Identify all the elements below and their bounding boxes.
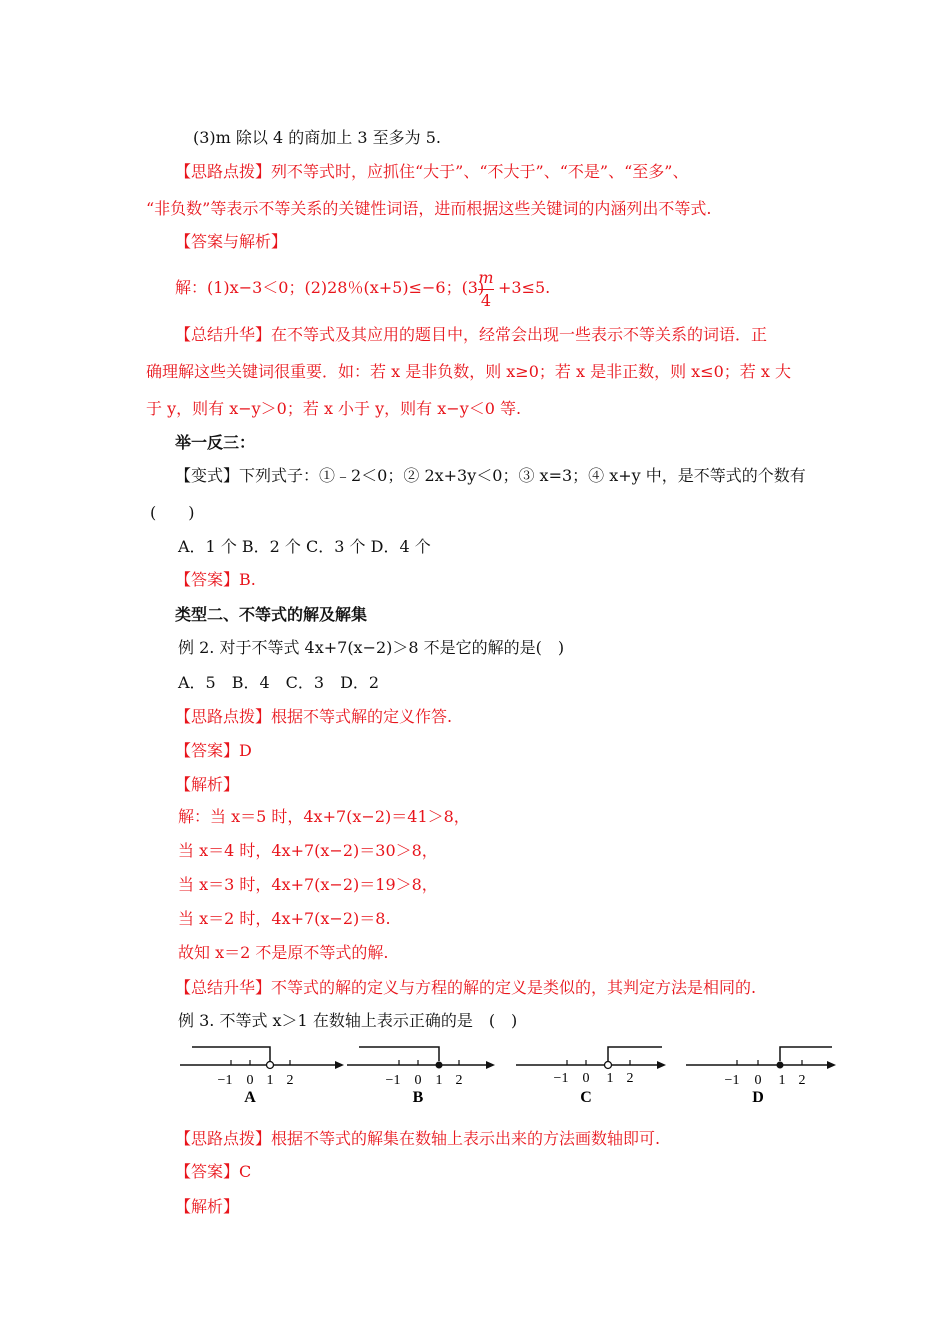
example-3-analysis-heading: 【解析】: [175, 1197, 240, 1216]
example-2-step-1: 解：当 x＝5 时，4x+7(x−2)＝41＞8，: [178, 807, 470, 826]
tick-label: 1: [778, 1073, 786, 1088]
option-label: D: [752, 1089, 764, 1106]
example-2-analysis-heading: 【解析】: [175, 775, 240, 794]
number-line-b: [343, 1040, 513, 1110]
tick-label: 1: [266, 1073, 274, 1088]
number-line-a: [176, 1040, 346, 1110]
tick-label: 2: [286, 1073, 294, 1088]
example-3-answer: 【答案】C: [175, 1162, 252, 1181]
example-2-answer: 【答案】D: [175, 741, 252, 760]
summary-line-1: 【总结升华】在不等式及其应用的题目中，经常会出现一些表示不等关系的词语．正: [175, 325, 768, 344]
example-2-step-2: 当 x＝4 时，4x+7(x−2)＝30＞8，: [178, 841, 438, 860]
tick-label: 0: [754, 1073, 762, 1088]
fraction-bar: [478, 289, 494, 290]
answer-analysis-heading: 【答案与解析】: [175, 232, 288, 251]
tick-label: −1: [217, 1073, 233, 1088]
tick-label: 0: [246, 1073, 254, 1088]
tick-label: −1: [553, 1071, 569, 1086]
tick-label: 0: [414, 1073, 422, 1088]
example-2-question: 例 2. 对于不等式 4x+7(x−2)＞8 不是它的解的是( ): [178, 638, 565, 657]
example-2-conclusion: 故知 x＝2 不是原不等式的解.: [178, 943, 389, 962]
tick-label: 2: [455, 1073, 463, 1088]
example-3-hint: 【思路点拨】根据不等式的解集在数轴上表示出来的方法画数轴即可.: [175, 1129, 661, 1148]
tick-label: 1: [606, 1071, 614, 1086]
fraction-denominator: 4: [480, 291, 492, 310]
hint-line-2: “非负数”等表示不等关系的关键性词语，进而根据这些关键词的内涵列出不等式.: [146, 199, 712, 218]
option-label: B: [412, 1089, 424, 1106]
tick-label: 2: [626, 1071, 634, 1086]
example-2-step-3: 当 x＝3 时，4x+7(x−2)＝19＞8，: [178, 875, 438, 894]
variant-blank: ( ): [150, 503, 195, 522]
tick-label: −1: [724, 1073, 740, 1088]
solution-line-end: +3≤5.: [498, 278, 551, 297]
solution-line: 解：(1)x−3＜0；(2)28％(x+5)≤−6；(3): [175, 278, 485, 297]
number-line-c: [514, 1040, 674, 1110]
summary-line-3: 于 y，则有 x−y＞0；若 x 小于 y，则有 x−y＜0 等.: [146, 399, 522, 418]
example-2-choices: A．5 B．4 C．3 D．2: [178, 673, 380, 692]
fraction-m-over-4: [478, 268, 494, 311]
tick-label: −1: [385, 1073, 401, 1088]
practice-heading: 举一反三：: [175, 433, 256, 452]
option-label: C: [580, 1089, 592, 1106]
section-heading-type-2: 类型二、不等式的解及解集: [175, 605, 368, 624]
tick-label: 0: [582, 1071, 590, 1086]
example-2-summary: 【总结升华】不等式的解的定义与方程的解的定义是类似的，其判定方法是相同的.: [175, 978, 757, 997]
tick-label: 2: [798, 1073, 806, 1088]
example-3-question: 例 3. 不等式 x＞1 在数轴上表示正确的是 ( ): [178, 1011, 518, 1030]
variant-answer: 【答案】B.: [175, 570, 256, 589]
tick-label: 1: [435, 1073, 443, 1088]
option-label: A: [244, 1089, 256, 1106]
fraction-numerator: m: [478, 268, 494, 287]
variant-question: 【变式】下列式子：①﹣2＜0；② 2x+3y＜0；③ x=3；④ x+y 中，是不等式的个数有: [175, 466, 806, 485]
example-2-hint: 【思路点拨】根据不等式解的定义作答.: [175, 707, 453, 726]
variant-choices: A．1 个 B．2 个 C．3 个 D．4 个: [178, 537, 431, 556]
example-2-step-4: 当 x＝2 时，4x+7(x−2)＝8.: [178, 909, 391, 928]
problem-part-3: (3)m 除以 4 的商加上 3 至多为 5.: [193, 128, 441, 147]
hint-heading-line: 【思路点拨】列不等式时，应抓住“大于”、“不大于”、“不是”、“至多”、: [175, 162, 689, 181]
number-line-d: [684, 1040, 844, 1110]
summary-line-2: 确理解这些关键词很重要．如：若 x 是非负数，则 x≥0；若 x 是非正数，则 x≤0；若 x 大: [146, 362, 791, 381]
